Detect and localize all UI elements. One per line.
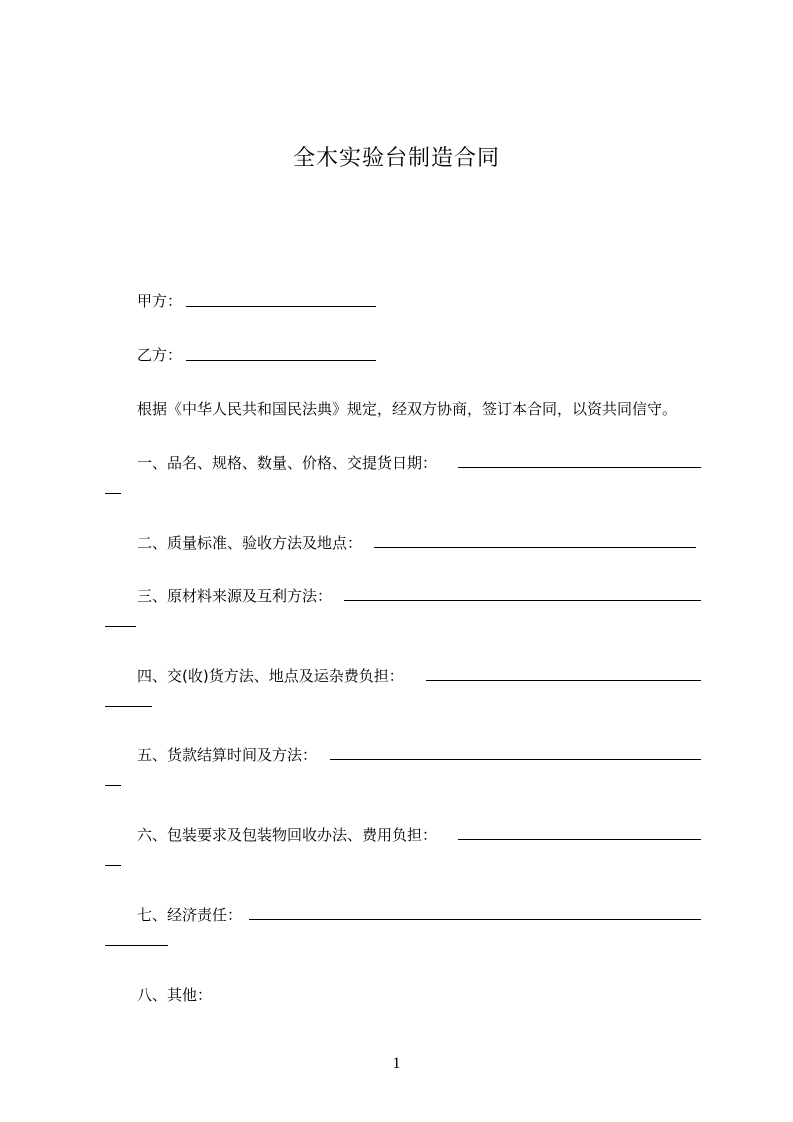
clause-7-blank xyxy=(249,919,701,920)
party-b-blank xyxy=(186,360,376,361)
clause-4-blank xyxy=(426,680,701,681)
clause-6-blank xyxy=(458,839,701,840)
party-a-label: 甲方： xyxy=(137,292,183,310)
clause-4: 四、交(收)货方法、地点及运杂费负担： xyxy=(137,667,404,685)
party-b-label: 乙方： xyxy=(137,346,183,364)
clause-5-blank xyxy=(330,759,701,760)
clause-3: 三、原材料来源及互利方法： xyxy=(137,587,333,605)
clause-1: 一、品名、规格、数量、价格、交提货日期： xyxy=(137,454,438,472)
page-number: 1 xyxy=(392,1055,401,1072)
clause-1-blank xyxy=(458,467,701,468)
clause-3-blank xyxy=(344,600,701,601)
clause-4-blank-cont xyxy=(105,706,152,707)
clause-2-blank xyxy=(374,547,696,548)
clause-3-blank-cont xyxy=(105,626,136,627)
clause-2: 二、质量标准、验收方法及地点： xyxy=(137,534,363,552)
clause-8: 八、其他： xyxy=(137,986,213,1004)
page-title: 全木实验台制造合同 xyxy=(292,146,500,171)
clause-6-blank-cont xyxy=(105,865,121,866)
preamble-text: 根据《中华人民共和国民法典》规定，经双方协商，签订本合同，以资共同信守。 xyxy=(137,400,678,418)
clause-5: 五、货款结算时间及方法： xyxy=(137,746,318,764)
clause-5-blank-cont xyxy=(105,785,121,786)
clause-7: 七、经济责任： xyxy=(137,906,243,924)
clause-6: 六、包装要求及包装物回收办法、费用负担： xyxy=(137,826,438,844)
party-a-blank xyxy=(186,306,376,307)
clause-7-blank-cont xyxy=(105,945,168,946)
clause-1-blank-cont xyxy=(105,493,121,494)
